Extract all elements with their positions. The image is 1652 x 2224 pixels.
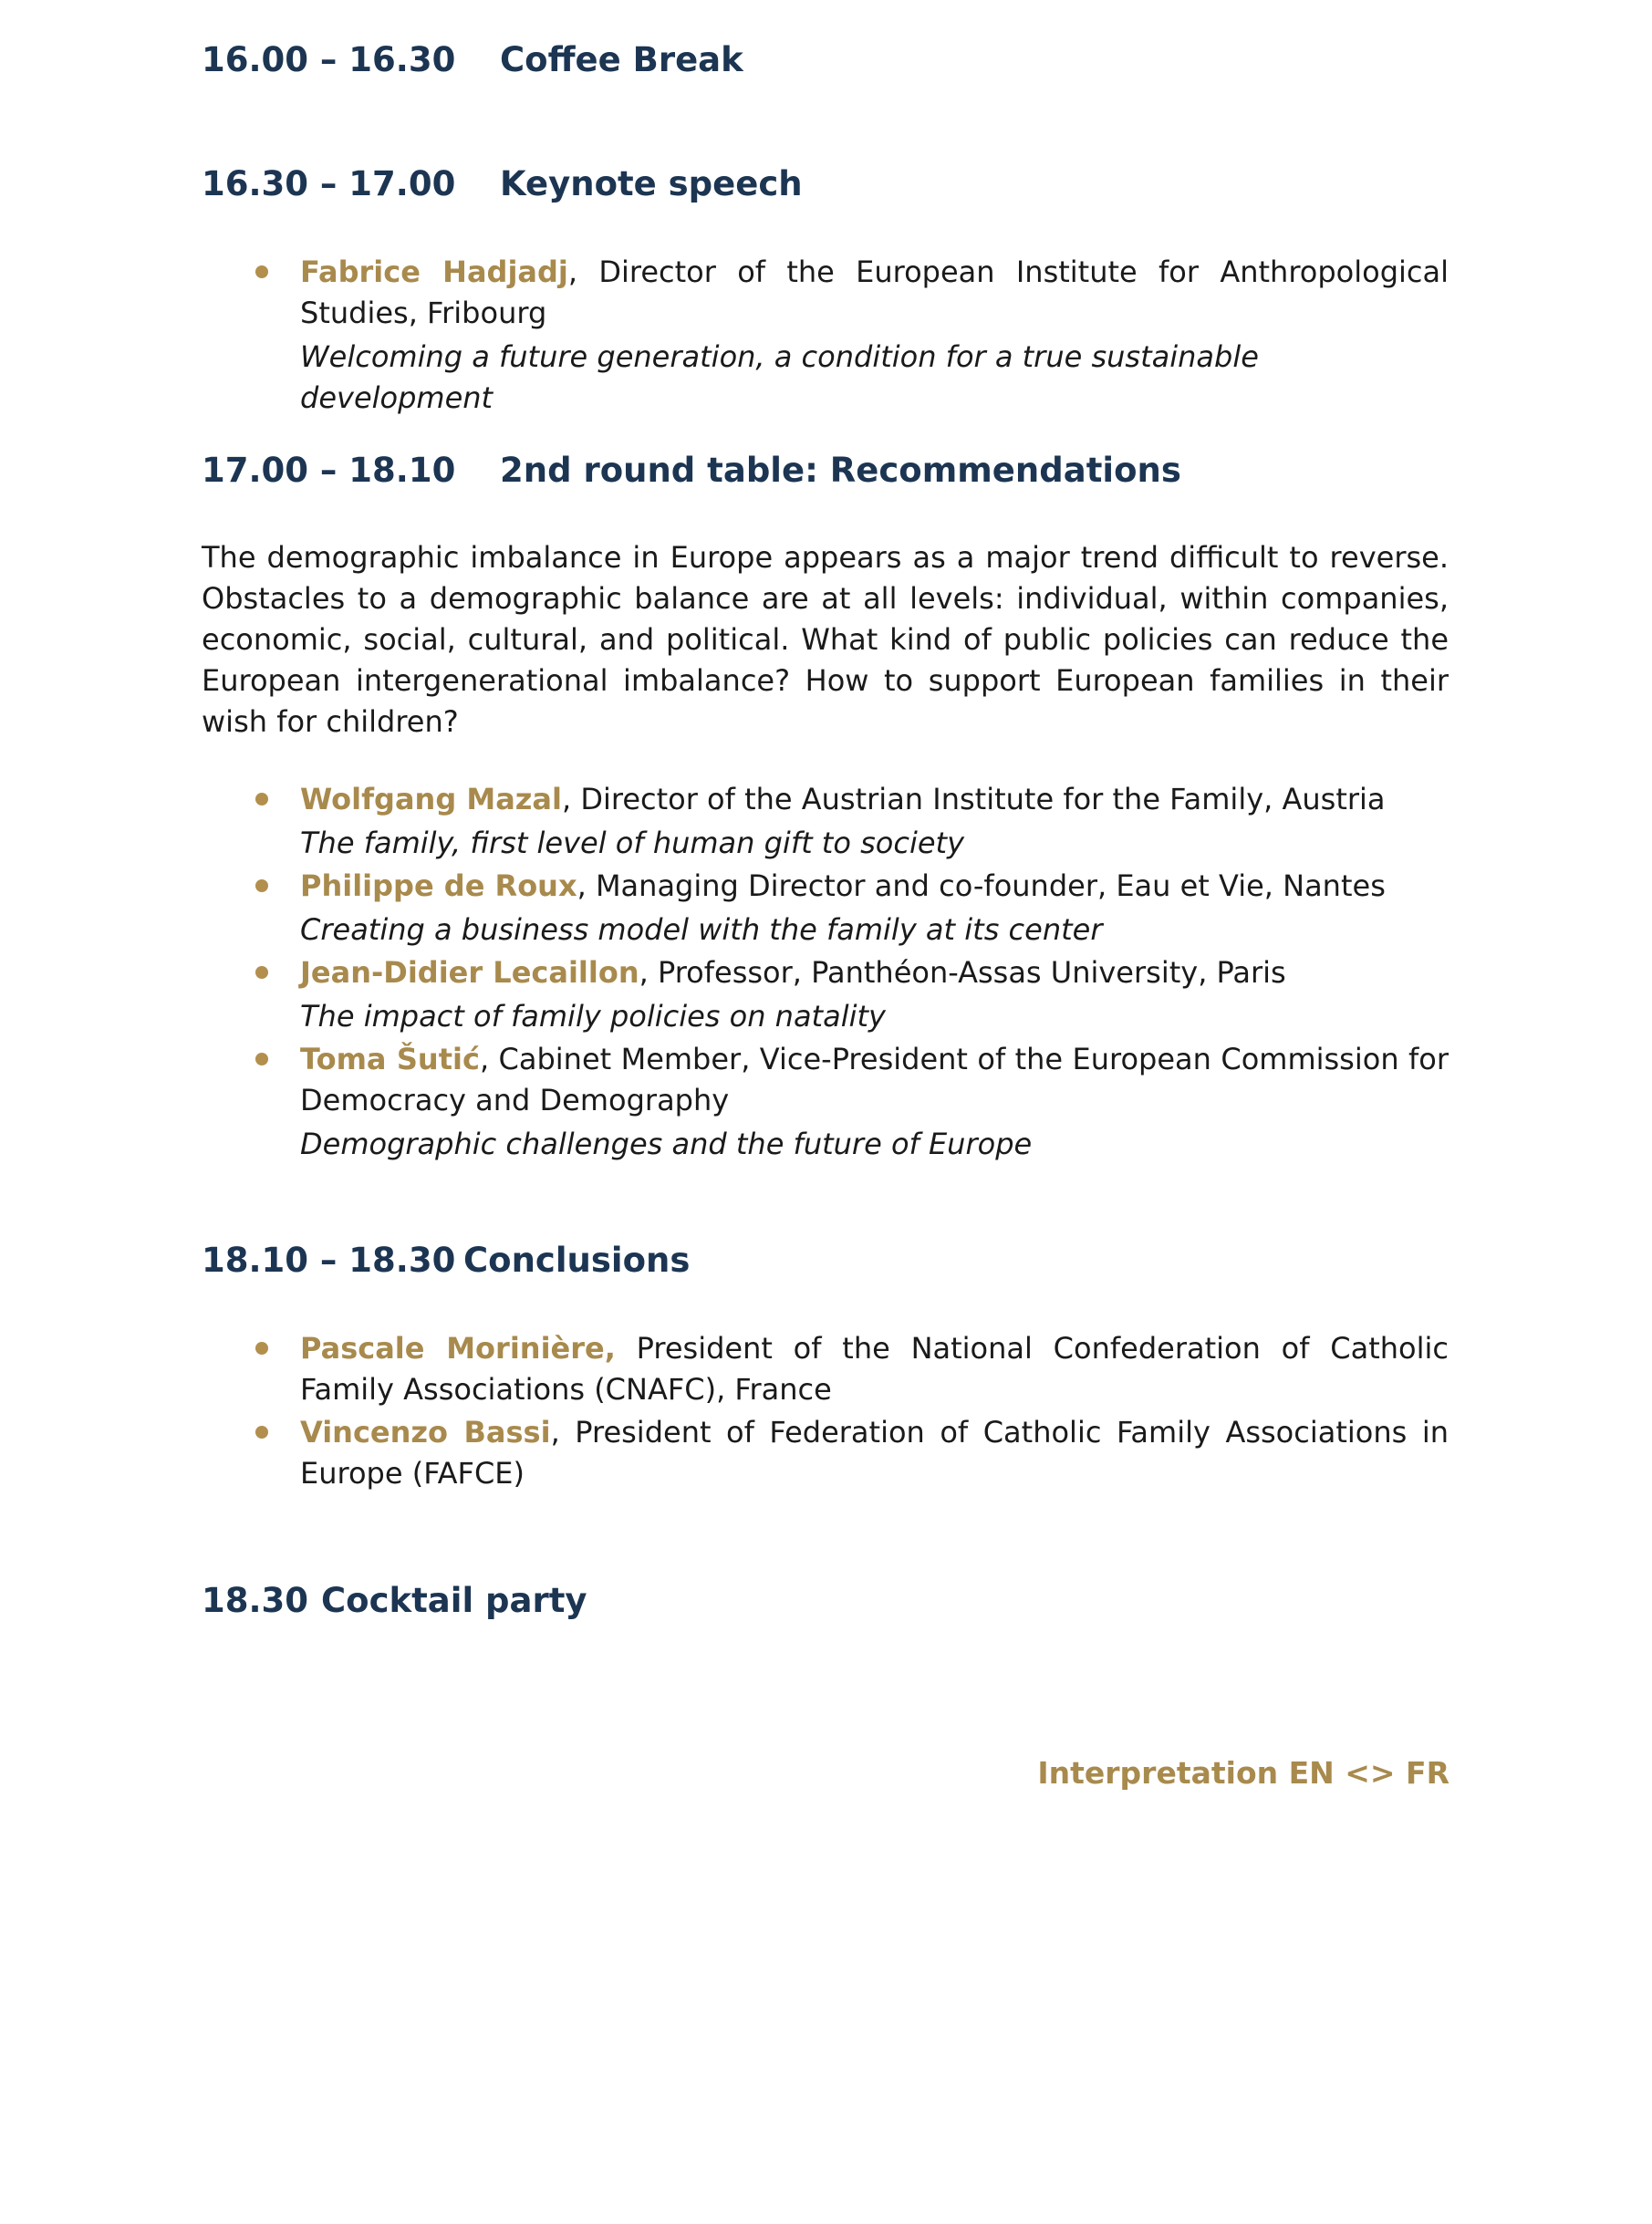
speaker-item bbox=[202, 779, 1449, 864]
speaker-role: President of the National Confederation of Catholic Family Associations (CNAFC), France bbox=[300, 1331, 1449, 1407]
speaker-role: , Director of the European Institute for Anthropological Studies, Fribourg bbox=[300, 255, 1449, 330]
speaker-role: , Cabinet Member, Vice-President of the European Commission for Democracy and Demography bbox=[300, 1042, 1449, 1117]
talk-title: Welcoming a future generation, a condition for a true sustainable development bbox=[300, 339, 1259, 415]
bullet-icon bbox=[255, 1342, 268, 1355]
session-time: 16.30 – 17.00 bbox=[202, 164, 456, 203]
session-time: 17.00 – 18.10 bbox=[202, 451, 456, 490]
keynote-speaker-list bbox=[202, 252, 1449, 419]
bullet-icon bbox=[255, 265, 268, 278]
bullet-icon bbox=[255, 1426, 268, 1439]
talk-title: Demographic challenges and the future of Europe bbox=[300, 1127, 1033, 1161]
speaker-item bbox=[202, 1328, 1449, 1410]
speaker-name: Vincenzo Bassi bbox=[300, 1415, 551, 1450]
conclusions-speaker-list bbox=[202, 1328, 1449, 1494]
speaker-name: Toma Šutić bbox=[300, 1042, 480, 1076]
talk-title: The impact of family policies on natality bbox=[300, 999, 886, 1034]
interpretation-note: Interpretation EN <> FR bbox=[1037, 1755, 1449, 1791]
speaker-item bbox=[202, 866, 1449, 951]
speaker-item bbox=[202, 1412, 1449, 1494]
talk-title: The family, first level of human gift to society bbox=[300, 826, 964, 860]
bullet-icon bbox=[255, 793, 268, 805]
talk-title: Creating a business model with the family at its center bbox=[300, 912, 1103, 947]
speaker-name: Jean-Didier Lecaillon bbox=[300, 955, 639, 990]
session-heading-coffee-break bbox=[202, 40, 743, 79]
session-title: Cocktail party bbox=[321, 1581, 587, 1620]
session-title: 2nd round table: Recommendations bbox=[500, 451, 1181, 490]
session-time: 18.10 – 18.30 bbox=[202, 1241, 456, 1280]
session-heading-conclusions bbox=[202, 1241, 691, 1280]
speaker-role: , President of Federation of Catholic Family Associations in Europe (FAFCE) bbox=[300, 1415, 1449, 1491]
round-table-speaker-list bbox=[202, 779, 1449, 1165]
speaker-role: , Professor, Panthéon-Assas University, Paris bbox=[639, 955, 1286, 990]
speaker-name: Wolfgang Mazal bbox=[300, 782, 562, 816]
session-heading-cocktail bbox=[202, 1581, 587, 1620]
session-title: Coffee Break bbox=[500, 40, 743, 79]
bullet-icon bbox=[255, 1053, 268, 1065]
session-time: 18.30 bbox=[202, 1581, 309, 1620]
speaker-item bbox=[202, 252, 1449, 419]
session-title: Conclusions bbox=[463, 1241, 691, 1280]
bullet-icon bbox=[255, 966, 268, 979]
session-time: 16.00 – 16.30 bbox=[202, 40, 456, 79]
speaker-role: , Director of the Austrian Institute for the Family, Austria bbox=[561, 782, 1386, 816]
round-table-intro: The demographic imbalance in Europe appears as a major trend difficult to reverse. Obstacles to a demographic balance are at all levels: individual, within companies, economic, social, cultural, and political. What kind of public policies can reduce the European intergenerational imbalance? How to support European families in their wish for children? bbox=[202, 540, 1449, 739]
session-heading-keynote bbox=[202, 164, 803, 203]
speaker-role: , Managing Director and co-founder, Eau et Vie, Nantes bbox=[577, 868, 1386, 903]
session-heading-round-table bbox=[202, 451, 1181, 490]
speaker-item bbox=[202, 1039, 1449, 1165]
speaker-item bbox=[202, 952, 1449, 1037]
speaker-name: Fabrice Hadjadj bbox=[300, 255, 568, 289]
bullet-icon bbox=[255, 879, 268, 892]
speaker-name: Philippe de Roux bbox=[300, 868, 577, 903]
speaker-name: Pascale Morinière, bbox=[300, 1331, 616, 1366]
session-title: Keynote speech bbox=[500, 164, 803, 203]
